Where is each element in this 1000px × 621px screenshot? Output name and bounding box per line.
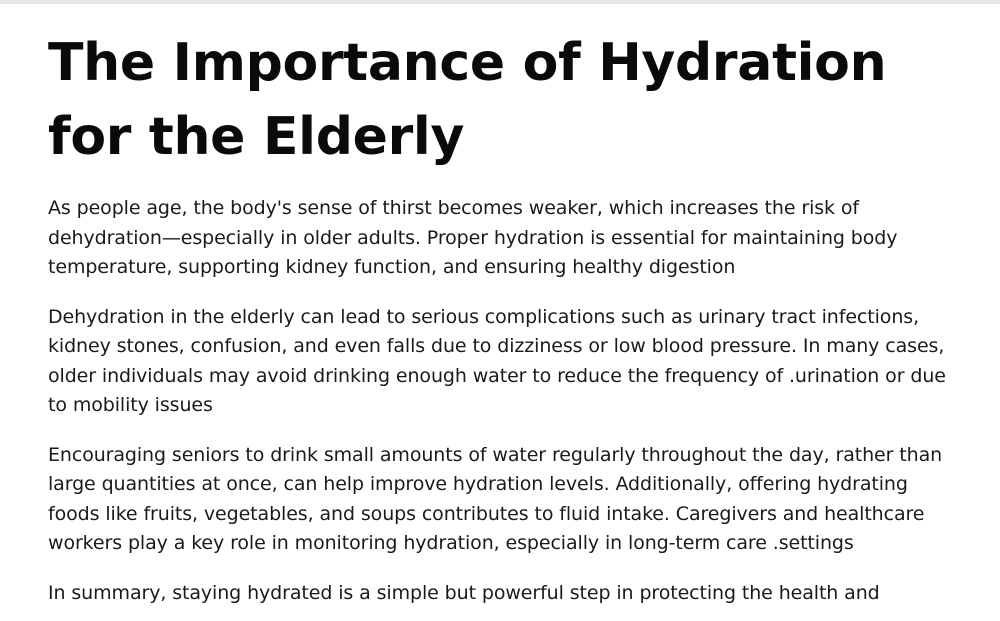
article-title: The Importance of Hydration for the Elderly	[48, 33, 887, 167]
paragraph-summary: In summary, staying hydrated is a simple but powerful step in protecting the health and	[48, 581, 880, 604]
paragraph-encouraging: Encouraging seniors to drink small amounts of water regularly throughout the day, rather than large quantities at once, can help improve hydration levels. Additionally, offering hydrating foods like fruits, vegetables, and soups contributes to fluid intake. Caregivers and healthcare workers play a key role in monitoring hydration, especially in long-term care .settings	[48, 443, 943, 554]
paragraph-complications: Dehydration in the elderly can lead to serious complications such as urinary tract infections, kidney stones, confusion, and even falls due to dizziness or low blood pressure. In many cases, older individuals may avoid drinking enough water to reduce the frequency of .urination or due to mobility issues	[48, 305, 946, 416]
top-divider	[0, 0, 1000, 4]
article	[48, 26, 948, 608]
paragraph-thirst: As people age, the body's sense of thirst becomes weaker, which increases the risk of dehydration—especially in older adults. Proper hydration is essential for maintaining body temperature, supporting kidney function, and ensuring healthy digestion	[48, 197, 898, 278]
